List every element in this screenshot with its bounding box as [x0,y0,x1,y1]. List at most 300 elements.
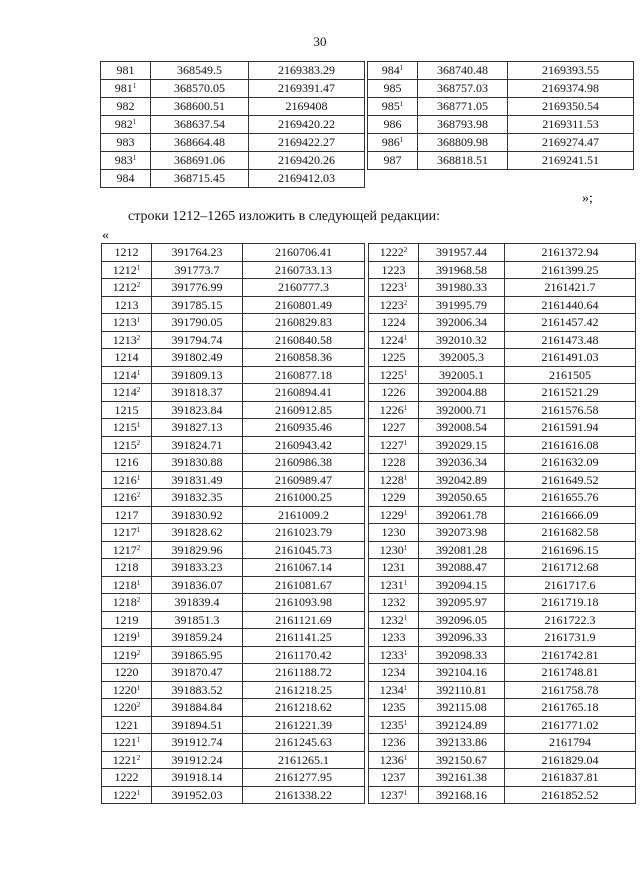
point-suffix: 1 [403,333,408,342]
y-coordinate-cell: 2161666.09 [505,506,636,524]
point-suffix: 2 [136,648,141,657]
table-row [369,331,636,349]
point-number: 1235 [381,700,406,715]
table-row [102,314,365,332]
table-row [102,786,365,804]
point-number-cell [101,134,151,152]
point-number: 1216 [114,455,139,470]
point-suffix: 2 [136,438,141,447]
x-coordinate-cell: 391836.07 [152,576,243,594]
table-row [369,366,636,384]
x-coordinate-cell: 391773.7 [152,261,243,279]
point-suffix: 1 [132,154,137,162]
table-row [102,489,365,507]
point-suffix: 1 [403,543,408,552]
y-coordinate-cell: 2161717.6 [505,576,636,594]
x-coordinate-cell: 391884.84 [152,699,243,717]
x-coordinate-cell: 391912.24 [152,751,243,769]
y-coordinate-cell: 2161632.09 [505,454,636,472]
point-number: 983 [114,153,133,167]
point-number-cell [369,559,419,577]
table-row [102,261,365,279]
point-suffix: 1 [403,718,408,727]
x-coordinate-cell: 391764.23 [152,244,243,262]
point-number-cell [369,349,419,367]
x-coordinate-cell: 392150.67 [419,751,505,769]
coordinates-table-bottom-right [368,243,636,804]
y-coordinate-cell: 2161221.39 [243,716,365,734]
point-number: 1223 [379,297,404,312]
y-coordinate-cell: 2169412.03 [249,170,365,188]
table-row [102,629,365,647]
point-suffix: 1 [136,316,141,325]
table-row [102,611,365,629]
table-row [368,116,634,134]
x-coordinate-cell: 392000.71 [419,401,505,419]
point-number-cell [368,116,418,134]
table-row [102,296,365,314]
point-number-cell [369,786,419,804]
point-number: 1212 [114,245,139,260]
table-row [369,734,636,752]
table-row [369,279,636,297]
point-number-cell [102,559,152,577]
y-coordinate-cell: 2160877.18 [243,366,365,384]
table-row [369,506,636,524]
table-row [368,62,634,80]
point-number-cell [369,681,419,699]
point-suffix: 1 [403,753,408,762]
x-coordinate-cell: 368664.48 [151,134,249,152]
y-coordinate-cell: 2161421.7 [505,279,636,297]
point-number: 1215 [114,402,139,417]
point-number-cell [102,419,152,437]
table-row [369,576,636,594]
x-coordinate-cell: 391833.23 [152,559,243,577]
table-row [369,419,636,437]
table-row [102,769,365,787]
point-number-cell [369,629,419,647]
point-number-cell [102,611,152,629]
point-suffix: 1 [403,648,408,657]
x-coordinate-cell: 392168.16 [419,786,505,804]
point-number: 1223 [379,280,404,295]
point-number: 1230 [381,525,406,540]
x-coordinate-cell: 392006.34 [419,314,505,332]
point-number-cell [369,454,419,472]
point-number: 1219 [112,630,137,645]
table-row [102,366,365,384]
table-row [369,629,636,647]
table-row [369,611,636,629]
point-suffix: 2 [136,281,141,290]
y-coordinate-cell: 2161023.79 [243,524,365,542]
x-coordinate-cell: 391809.13 [152,366,243,384]
x-coordinate-cell: 391829.96 [152,541,243,559]
point-suffix: 2 [136,491,141,500]
point-number: 1221 [114,717,139,732]
x-coordinate-cell: 392110.81 [419,681,505,699]
point-number-cell [101,170,151,188]
x-coordinate-cell: 391794.74 [152,331,243,349]
x-coordinate-cell: 392029.15 [419,436,505,454]
table-row [102,699,365,717]
y-coordinate-cell: 2161081.67 [243,576,365,594]
x-coordinate-cell: 392096.33 [419,629,505,647]
table-row [368,80,634,98]
point-number-cell [102,261,152,279]
point-number: 1214 [112,367,137,382]
x-coordinate-cell: 391830.92 [152,506,243,524]
point-suffix: 2 [136,543,141,552]
y-coordinate-cell: 2161794 [505,734,636,752]
table-row [101,134,365,152]
y-coordinate-cell: 2160989.47 [243,471,365,489]
x-coordinate-cell: 391839.4 [152,594,243,612]
point-number: 1224 [379,332,404,347]
x-coordinate-cell: 392115.08 [419,699,505,717]
coordinates-table-top-left [100,61,365,188]
table-row [369,559,636,577]
table-row [369,681,636,699]
point-number: 982 [116,99,135,113]
point-number: 1218 [112,595,137,610]
point-number-cell [102,734,152,752]
point-number: 1215 [112,437,137,452]
point-number: 1212 [112,262,137,277]
y-coordinate-cell: 2161067.14 [243,559,365,577]
point-number: 1220 [112,700,137,715]
point-number: 1215 [112,420,137,435]
point-number: 1225 [381,350,406,365]
point-number-cell [101,152,151,170]
point-suffix: 1 [399,136,404,144]
table-row [369,541,636,559]
point-number: 1226 [381,385,406,400]
y-coordinate-cell: 2161265.1 [243,751,365,769]
x-coordinate-cell: 391952.03 [152,786,243,804]
x-coordinate-cell: 391995.79 [419,296,505,314]
table-row [102,506,365,524]
x-coordinate-cell: 392008.54 [419,419,505,437]
table-row [369,436,636,454]
table-row [102,471,365,489]
x-coordinate-cell: 392036.34 [419,454,505,472]
table-row [368,98,634,116]
point-number: 1220 [114,665,139,680]
point-number: 981 [114,81,133,95]
point-number-cell [102,594,152,612]
point-number-cell [369,506,419,524]
point-number-cell [369,384,419,402]
point-suffix: 1 [403,578,408,587]
point-number-cell [102,629,152,647]
coordinates-table-bottom-left [101,243,365,804]
y-coordinate-cell: 2169374.98 [508,80,634,98]
x-coordinate-cell: 391883.52 [152,681,243,699]
point-number-cell [369,594,419,612]
point-suffix: 2 [136,753,141,762]
x-coordinate-cell: 392161.38 [419,769,505,787]
table-row [369,524,636,542]
table-row [369,314,636,332]
x-coordinate-cell: 392073.98 [419,524,505,542]
point-suffix: 1 [403,438,408,447]
point-number-cell [369,489,419,507]
point-suffix: 1 [403,683,408,692]
opening-quote: « [102,228,109,243]
x-coordinate-cell: 391824.71 [152,436,243,454]
y-coordinate-cell: 2161712.68 [505,559,636,577]
point-suffix: 1 [399,100,404,108]
x-coordinate-cell: 368637.54 [151,116,249,134]
table-row [369,716,636,734]
y-coordinate-cell: 2169393.55 [508,62,634,80]
table-row [102,646,365,664]
x-coordinate-cell: 391980.33 [419,279,505,297]
y-coordinate-cell: 2161277.95 [243,769,365,787]
point-number-cell [369,419,419,437]
point-number-cell [369,664,419,682]
x-coordinate-cell: 368691.06 [151,152,249,170]
x-coordinate-cell: 392005.3 [419,349,505,367]
y-coordinate-cell: 2169391.47 [249,80,365,98]
point-suffix: 2 [136,596,141,605]
table-row [369,489,636,507]
x-coordinate-cell: 391818.37 [152,384,243,402]
point-number-cell [369,524,419,542]
point-number: 1233 [379,647,404,662]
x-coordinate-cell: 391912.74 [152,734,243,752]
point-suffix: 1 [136,788,141,797]
table-row [102,454,365,472]
y-coordinate-cell: 2160801.49 [243,296,365,314]
point-number-cell [369,541,419,559]
point-number-cell [369,401,419,419]
point-number-cell [102,576,152,594]
point-suffix: 1 [403,368,408,377]
table-row [102,541,365,559]
point-number-cell [102,769,152,787]
point-number-cell [102,541,152,559]
x-coordinate-cell: 391802.49 [152,349,243,367]
table-row [369,646,636,664]
y-coordinate-cell: 2161852.52 [505,786,636,804]
table-row [102,436,365,454]
point-number: 1212 [112,280,137,295]
table-row [102,349,365,367]
y-coordinate-cell: 2160706.41 [243,244,365,262]
point-number-cell [369,646,419,664]
point-number: 984 [116,171,135,185]
table-row [369,751,636,769]
point-number: 1231 [381,560,406,575]
y-coordinate-cell: 2161771.02 [505,716,636,734]
point-number-cell [369,314,419,332]
table-row [369,786,636,804]
y-coordinate-cell: 2161372.94 [505,244,636,262]
point-number: 1222 [114,770,139,785]
y-coordinate-cell: 2169420.26 [249,152,365,170]
x-coordinate-cell: 391823.84 [152,401,243,419]
point-number: 1223 [381,262,406,277]
x-coordinate-cell: 391828.62 [152,524,243,542]
y-coordinate-cell: 2161218.62 [243,699,365,717]
point-number: 981 [116,63,135,77]
point-number: 1236 [381,735,406,750]
point-suffix: 2 [403,246,408,255]
page-number: 30 [313,34,327,49]
point-number: 983 [116,135,135,149]
point-number: 985 [381,99,400,113]
y-coordinate-cell: 2161655.76 [505,489,636,507]
x-coordinate-cell: 368600.51 [151,98,249,116]
point-number-cell [369,436,419,454]
point-number-cell [102,384,152,402]
point-number-cell [369,244,419,262]
y-coordinate-cell: 2161440.64 [505,296,636,314]
y-coordinate-cell: 2169420.22 [249,116,365,134]
point-number-cell [368,62,418,80]
point-suffix: 1 [136,683,141,692]
table-row [369,244,636,262]
point-number: 1217 [112,525,137,540]
point-number-cell [102,699,152,717]
point-suffix: 1 [136,263,141,272]
point-number: 1217 [112,542,137,557]
point-number-cell [369,296,419,314]
y-coordinate-cell: 2161748.81 [505,664,636,682]
point-number-cell [102,401,152,419]
y-coordinate-cell: 2161473.48 [505,331,636,349]
point-number: 1234 [381,665,406,680]
point-number-cell [102,331,152,349]
x-coordinate-cell: 391894.51 [152,716,243,734]
point-number-cell [102,646,152,664]
point-number: 1232 [379,612,404,627]
point-number-cell [101,80,151,98]
point-number-cell [102,454,152,472]
y-coordinate-cell: 2161521.29 [505,384,636,402]
point-number: 1214 [112,385,137,400]
y-coordinate-cell: 2161591.94 [505,419,636,437]
point-number: 1216 [112,490,137,505]
point-number-cell [102,349,152,367]
table-row [102,279,365,297]
point-number: 1228 [381,455,406,470]
x-coordinate-cell: 392096.05 [419,611,505,629]
point-number: 1222 [379,245,404,260]
y-coordinate-cell: 2161576.58 [505,401,636,419]
point-number: 986 [383,117,402,131]
point-number-cell [369,471,419,489]
x-coordinate-cell: 368771.05 [418,98,508,116]
point-number: 1221 [112,735,137,750]
point-number: 1221 [112,752,137,767]
y-coordinate-cell: 2161719.18 [505,594,636,612]
y-coordinate-cell: 2160733.13 [243,261,365,279]
point-number: 1217 [114,507,139,522]
x-coordinate-cell: 391790.05 [152,314,243,332]
y-coordinate-cell: 2161491.03 [505,349,636,367]
table-row [369,384,636,402]
table-row [102,401,365,419]
table-row [101,152,365,170]
y-coordinate-cell: 2169311.53 [508,116,634,134]
point-suffix: 1 [132,82,137,90]
y-coordinate-cell: 2169383.29 [249,62,365,80]
table-row [369,699,636,717]
y-coordinate-cell: 2161399.25 [505,261,636,279]
table-row [102,384,365,402]
table-row [102,716,365,734]
point-suffix: 2 [136,333,141,342]
table-row [102,331,365,349]
y-coordinate-cell: 2160935.46 [243,419,365,437]
point-number-cell [102,751,152,769]
amendment-heading: строки 1212–1265 изложить в следующей редакции: [128,209,441,224]
x-coordinate-cell: 368757.03 [418,80,508,98]
y-coordinate-cell: 2161505 [505,366,636,384]
point-number: 1218 [114,560,139,575]
point-number: 984 [381,63,400,77]
y-coordinate-cell: 2161829.04 [505,751,636,769]
table-row [102,594,365,612]
point-number-cell [101,116,151,134]
point-number: 985 [383,81,402,95]
x-coordinate-cell: 392094.15 [419,576,505,594]
table-row [369,471,636,489]
point-number: 987 [383,153,402,167]
point-number-cell [369,576,419,594]
point-number-cell [369,699,419,717]
y-coordinate-cell: 2161245.63 [243,734,365,752]
point-number-cell [369,769,419,787]
point-number: 1236 [379,752,404,767]
point-suffix: 2 [136,386,141,395]
point-number-cell [368,98,418,116]
point-suffix: 1 [136,736,141,745]
point-number: 982 [114,117,133,131]
x-coordinate-cell: 392050.65 [419,489,505,507]
y-coordinate-cell: 2161188.72 [243,664,365,682]
y-coordinate-cell: 2169241.51 [508,152,634,170]
point-suffix: 1 [403,473,408,482]
y-coordinate-cell: 2161765.18 [505,699,636,717]
point-number-cell [369,716,419,734]
x-coordinate-cell: 368809.98 [418,134,508,152]
x-coordinate-cell: 392004.88 [419,384,505,402]
point-number: 1230 [379,542,404,557]
x-coordinate-cell: 391776.99 [152,279,243,297]
table-row [369,594,636,612]
x-coordinate-cell: 392042.89 [419,471,505,489]
point-number: 1225 [379,367,404,382]
point-suffix: 2 [403,298,408,307]
y-coordinate-cell: 2161121.69 [243,611,365,629]
y-coordinate-cell: 2161045.73 [243,541,365,559]
point-number-cell [102,681,152,699]
point-number-cell [102,506,152,524]
y-coordinate-cell: 2161758.78 [505,681,636,699]
point-number: 1219 [114,612,139,627]
table-row [102,751,365,769]
y-coordinate-cell: 2161000.25 [243,489,365,507]
point-number: 1219 [112,647,137,662]
table-row [369,349,636,367]
table-row [368,152,634,170]
y-coordinate-cell: 2160777.3 [243,279,365,297]
